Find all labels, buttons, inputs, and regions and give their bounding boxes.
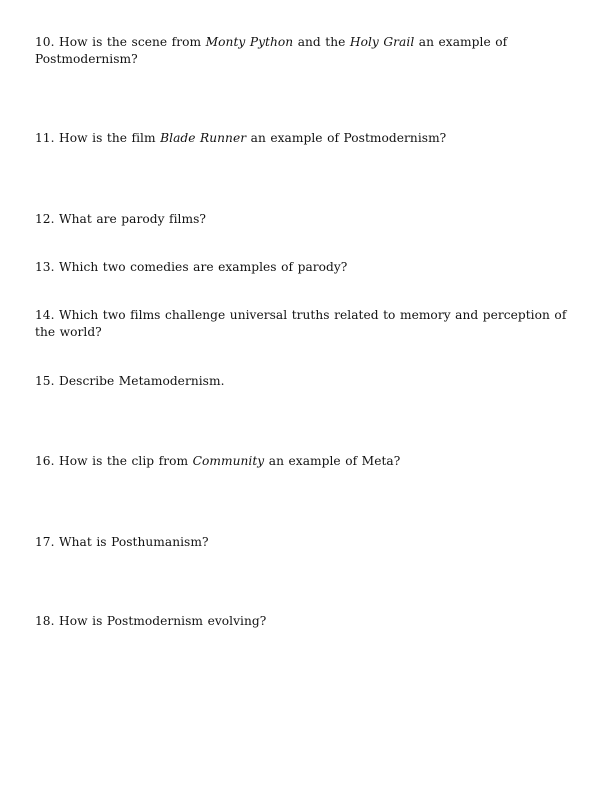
question-text: and the: [293, 35, 350, 49]
italic-title: Blade Runner: [160, 131, 247, 145]
question-15: [35, 373, 570, 390]
question-text: 18. How is Postmodernism evolving?: [35, 614, 267, 628]
question-text: 12. What are parody films?: [35, 212, 206, 226]
italic-title: Monty Python: [205, 35, 294, 49]
question-text: 16. How is the clip from: [35, 454, 193, 468]
question-text: 10. How is the scene from: [35, 35, 206, 49]
question-text: 15. Describe Metamodernism.: [35, 374, 225, 388]
question-text: an example of Postmodernism?: [246, 131, 447, 145]
question-text: 14. Which two films challenge universal truths related to memory and perception of the world?: [35, 308, 571, 339]
question-16: [35, 453, 570, 470]
question-13: [35, 259, 570, 276]
italic-title: Holy Grail: [349, 35, 415, 49]
question-14: [35, 307, 570, 341]
question-12: [35, 211, 570, 228]
question-text: an example of Meta?: [264, 454, 401, 468]
question-10: [35, 34, 570, 68]
question-17: [35, 534, 570, 551]
italic-title: Community: [192, 454, 265, 468]
question-11: [35, 130, 570, 147]
question-text: 11. How is the film: [35, 131, 161, 145]
question-text: 13. Which two comedies are examples of parody?: [35, 260, 348, 274]
question-text: 17. What is Posthumanism?: [35, 535, 209, 549]
question-text: an example of Postmodernism?: [35, 35, 512, 66]
question-18: [35, 613, 570, 630]
